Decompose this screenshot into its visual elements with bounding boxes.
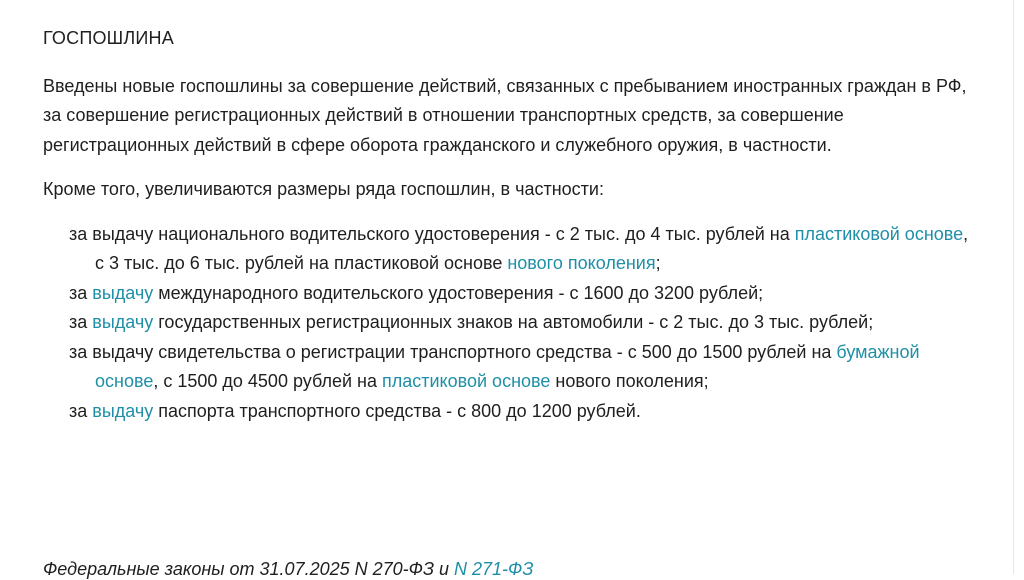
item-text: , с 3 тыс. до 6 тыс. рублей на пластиковой основе bbox=[95, 223, 969, 273]
plastic-basis-link[interactable]: пластиковой основе bbox=[794, 223, 964, 244]
intro-paragraph: Введены новые госпошлины за совершение действий, связанных с пребыванием иностранных граждан в РФ, за совершение регистрационных действий в отношении транспортных средств, за совершение регистрационных действий в сфере оборота гражданского и служебного оружия, в частности. bbox=[43, 75, 967, 155]
footer-text: Федеральные законы от 31.07.2025 N 270-ФЗ и bbox=[43, 559, 455, 579]
list-item bbox=[69, 308, 973, 338]
issuance-link[interactable]: выдачу bbox=[92, 282, 154, 303]
new-generation-link[interactable]: нового поколения bbox=[507, 253, 656, 273]
item-text: за bbox=[69, 400, 93, 421]
law-271-link[interactable]: N 271-ФЗ bbox=[454, 559, 534, 579]
issuance-link[interactable]: выдачу bbox=[92, 400, 154, 421]
page-title: ГОСПОШЛИНА bbox=[43, 28, 174, 48]
item-text: , с 1500 до 4500 рублей на bbox=[153, 371, 382, 391]
footer-laws bbox=[43, 558, 533, 580]
paper-basis-link[interactable]: бумажной основе bbox=[95, 341, 920, 391]
divider-line bbox=[1013, 0, 1014, 574]
list-item bbox=[69, 397, 973, 427]
slide-content bbox=[43, 24, 973, 426]
fee-list bbox=[69, 220, 973, 427]
increase-intro: Кроме того, увеличиваются размеры ряда госпошлин, в частности: bbox=[43, 179, 604, 199]
item-text: международного водительского удостоверения - с 1600 до 3200 рублей; bbox=[153, 282, 764, 303]
list-item bbox=[69, 220, 973, 279]
item-text: ; bbox=[655, 253, 661, 273]
plastic-basis-link[interactable]: пластиковой основе bbox=[381, 371, 551, 391]
list-item bbox=[69, 338, 973, 397]
item-text: паспорта транспортного средства - с 800 до 1200 рублей. bbox=[153, 400, 641, 421]
list-item bbox=[69, 279, 973, 309]
item-text: за выдачу свидетельства о регистрации транспортного средства - с 500 до 1500 рублей на bbox=[69, 341, 837, 362]
item-text: нового поколения; bbox=[550, 371, 709, 391]
item-text: за bbox=[69, 282, 93, 303]
item-text: государственных регистрационных знаков на автомобили - с 2 тыс. до 3 тыс. рублей; bbox=[153, 312, 874, 332]
item-text: за выдачу национального водительского удостоверения - с 2 тыс. до 4 тыс. рублей на bbox=[69, 223, 795, 244]
item-text: за bbox=[69, 312, 93, 332]
issuance-link[interactable]: выдачу bbox=[92, 312, 154, 332]
